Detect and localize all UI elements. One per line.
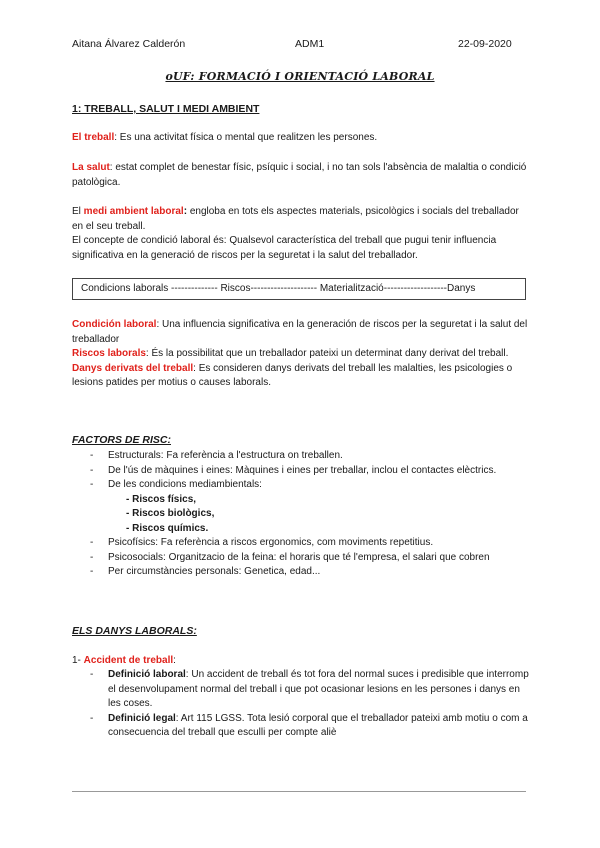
bullet-dash: - (90, 669, 94, 680)
section-heading-treball: 1: TREBALL, SALUT I MEDI AMBIENT (72, 103, 260, 115)
subitem: - Riscos químics. (126, 522, 209, 534)
text-concepte: El concepte de condició laboral és: Qualsevol característica del treball que pugui tenir influencia significativa en la generació de riscos per la seguretat i la salut del treballador. (72, 235, 497, 261)
section-heading-danys: ELS DANYS LABORALS: (72, 625, 197, 637)
term-salut: La salut (72, 162, 110, 173)
term-accident: Accident de treball (83, 655, 174, 666)
factor-text: Psicofísics: Fa referència a riscos ergonomics, com moviments repetitius. (108, 537, 434, 548)
bullet-dash: - (90, 566, 94, 577)
factor-text: Estructurals: Fa referència a l'estructura on treballen. (108, 450, 343, 461)
header-date: 22-09-2020 (458, 38, 512, 50)
text-riscos: : És la possibilitat que un treballador pateixi un determinat dany derivat del treball. (145, 348, 509, 359)
subitem: - Riscos biològics, (126, 508, 215, 519)
accident-definitions (90, 668, 530, 741)
def-treball (72, 131, 532, 146)
list-item (90, 478, 530, 536)
text-condicio: : Una influencia significativa en la generación de riscos per la seguretat i la salut del treballador (72, 319, 528, 345)
bullet-dash: - (90, 712, 94, 724)
footer-divider (72, 791, 526, 792)
factor-text: De les condicions mediambientals: (108, 479, 262, 490)
factor-text: Per circumstàncies personals: Genetica, edad... (108, 566, 321, 577)
factors-list (90, 449, 530, 580)
text-def-laboral: : Un accident de treball és tot fora del normal suces i predisible que interromp el desenvolupament normal del treball i que pot ocasionar lesions en les persones i danys en les coses. (108, 669, 529, 709)
term-danys: Danys derivats del treball (72, 362, 194, 374)
accident-heading (72, 654, 532, 669)
text-treball: : Es una activitat física o mental que realitzen les persones. (114, 132, 378, 143)
list-item (90, 536, 530, 551)
list-item (90, 668, 530, 712)
accident-colon: : (173, 655, 176, 666)
condicions-chain-box: Condicions laborals -------------- Riscos-------------------- Materialització-------------------Danys (72, 278, 526, 300)
term-def-laboral: Definició laboral (108, 669, 186, 680)
subitem: - Riscos físics, (126, 493, 197, 505)
list-item (90, 712, 530, 741)
bullet-dash: - (90, 551, 94, 563)
text-danys: : Es consideren danys derivats del treball les malalties, les psicologies o lesions patides per motius o causes laborals. (72, 362, 513, 388)
list-item (90, 449, 530, 464)
document-title: oUF: FORMACIÓ I ORIENTACIÓ LABORAL (165, 70, 435, 83)
medi-pre: El (72, 206, 84, 217)
bullet-dash: - (90, 450, 94, 461)
list-item (90, 565, 530, 580)
bullet-dash: - (90, 464, 94, 476)
factor-text: Psicosocials: Organitzacio de la feina: el horaris que té l'empresa, el salari que cobren (108, 551, 490, 563)
header-author: Aitana Álvarez Calderón (72, 38, 186, 50)
def-condicio (72, 318, 532, 391)
text-def-legal: : Art 115 LGSS. Tota lesió corporal que el treballador pateixi amb motiu o com a consecuencia del treball que esculli per compte aliè (108, 712, 528, 738)
def-salut (72, 161, 532, 190)
header-course: ADM1 (295, 38, 325, 50)
term-medi: medi ambient laboral (83, 206, 184, 217)
medi-colon: : (183, 206, 188, 217)
term-def-legal: Definició legal (108, 712, 176, 724)
bullet-dash: - (90, 537, 94, 548)
accident-num: 1- (72, 655, 84, 666)
def-medi (72, 205, 532, 263)
section-heading-factors: FACTORS DE RISC: (72, 434, 171, 446)
factor-text: De l'ús de màquines i eines: Màquines i eines per treballar, inclou el contactes elèctrics. (108, 464, 497, 476)
text-salut: : estat complet de benestar físic, psíquic i social, i no tan sols l'absència de malaltia o condició patològica. (72, 162, 527, 188)
term-riscos: Riscos laborals (72, 348, 146, 359)
list-item (90, 551, 530, 566)
list-item (90, 464, 530, 479)
bullet-dash: - (90, 479, 94, 490)
text-medi: engloba en tots els aspectes materials, psicològics i socials del treballador en el seu treball. (72, 206, 519, 232)
term-condicio: Condición laboral (72, 319, 157, 330)
term-treball: El treball (72, 132, 115, 143)
